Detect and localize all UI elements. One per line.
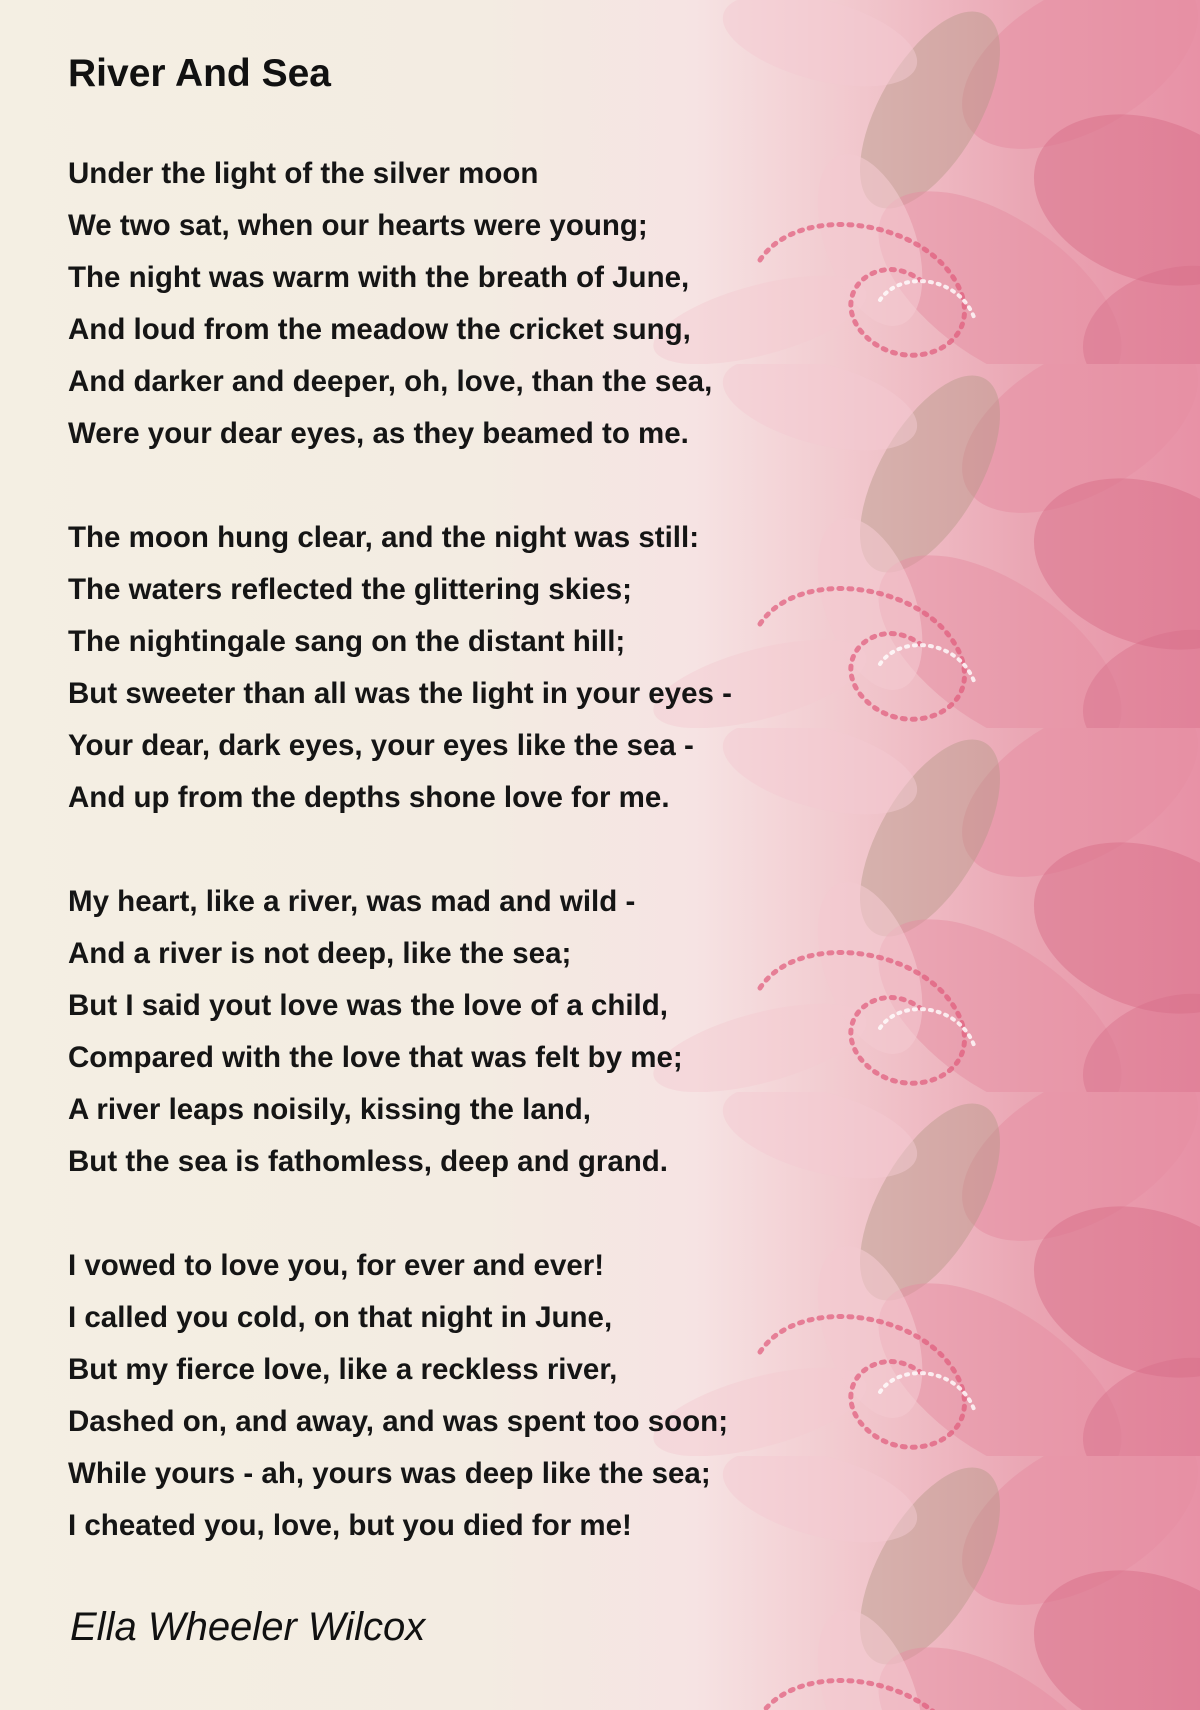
poem-line: I cheated you, love, but you died for me! bbox=[68, 1509, 632, 1542]
poem-line: Under the light of the silver moon bbox=[68, 157, 539, 190]
stanza-2 bbox=[68, 512, 732, 824]
poem-line: Compared with the love that was felt by me; bbox=[68, 1041, 683, 1074]
poem-line: But sweeter than all was the light in your eyes - bbox=[68, 677, 732, 710]
poem-line: But my fierce love, like a reckless river, bbox=[68, 1353, 618, 1386]
poem-author: Ella Wheeler Wilcox bbox=[70, 1605, 426, 1649]
poem-line: And up from the depths shone love for me. bbox=[68, 781, 670, 814]
poem-line: We two sat, when our hearts were young; bbox=[68, 209, 648, 242]
poem-line: The nightingale sang on the distant hill; bbox=[68, 625, 626, 658]
poem-line: I vowed to love you, for ever and ever! bbox=[68, 1249, 605, 1282]
poem-line: I called you cold, on that night in June, bbox=[68, 1301, 613, 1334]
stanza-3 bbox=[68, 876, 683, 1188]
poem-line: And darker and deeper, oh, love, than the sea, bbox=[68, 365, 713, 398]
stanza-1 bbox=[68, 148, 712, 460]
poem-line: While yours - ah, yours was deep like the sea; bbox=[68, 1457, 711, 1490]
poem-line: A river leaps noisily, kissing the land, bbox=[68, 1093, 591, 1126]
poem-line: But the sea is fathomless, deep and grand. bbox=[68, 1145, 668, 1178]
poem-line: My heart, like a river, was mad and wild - bbox=[68, 885, 636, 918]
poem-title: River And Sea bbox=[68, 52, 331, 95]
poem-line: The waters reflected the glittering skies; bbox=[68, 573, 632, 606]
poem-line: And a river is not deep, like the sea; bbox=[68, 937, 572, 970]
poem-line: Were your dear eyes, as they beamed to me. bbox=[68, 417, 689, 450]
poem-line: Dashed on, and away, and was spent too soon; bbox=[68, 1405, 729, 1438]
poem-line: And loud from the meadow the cricket sung, bbox=[68, 313, 691, 346]
poem-line: The moon hung clear, and the night was still: bbox=[68, 521, 700, 554]
poem-line: But I said yout love was the love of a child, bbox=[68, 989, 668, 1022]
poem-line: Your dear, dark eyes, your eyes like the sea - bbox=[68, 729, 694, 762]
poem-line: The night was warm with the breath of June, bbox=[68, 261, 690, 294]
stanza-4 bbox=[68, 1240, 728, 1552]
